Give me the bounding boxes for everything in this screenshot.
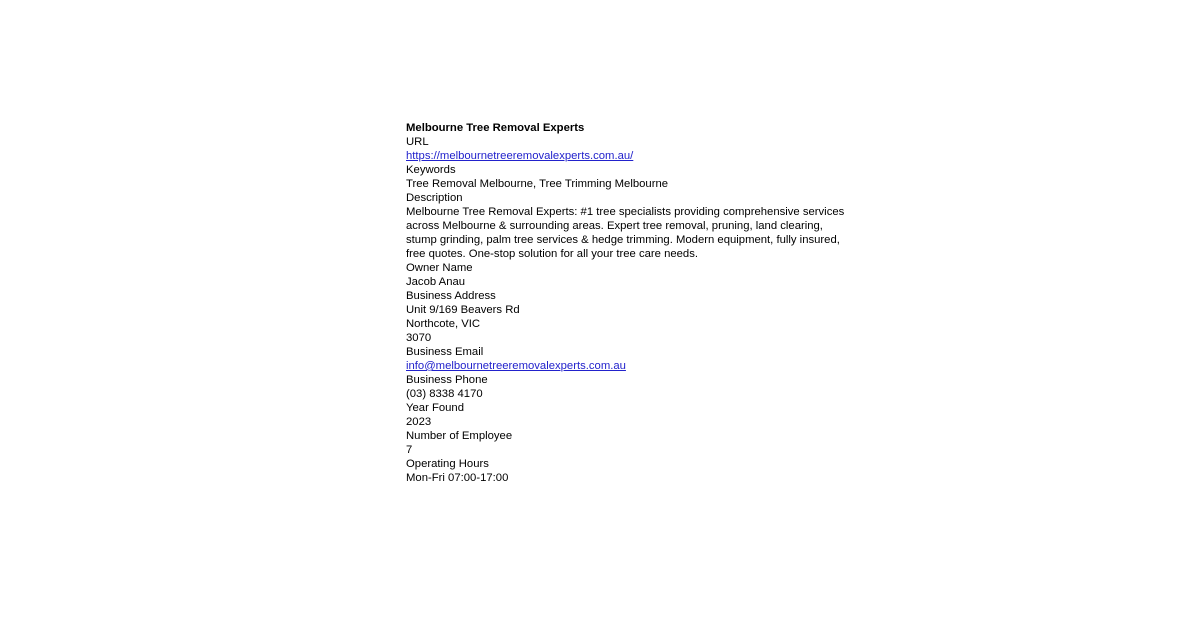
hours-value: Mon-Fri 07:00-17:00 bbox=[406, 472, 509, 484]
hours-label: Operating Hours bbox=[406, 458, 489, 470]
address-line-1: Unit 9/169 Beavers Rd bbox=[406, 304, 520, 316]
url-label: URL bbox=[406, 136, 429, 148]
owner-label: Owner Name bbox=[406, 262, 473, 274]
business-listing bbox=[406, 121, 856, 485]
address-line-3: 3070 bbox=[406, 332, 432, 344]
employees-label: Number of Employee bbox=[406, 430, 513, 442]
email-link[interactable]: info@melbournetreeremovalexperts.com.au bbox=[406, 360, 626, 372]
email-label: Business Email bbox=[406, 346, 484, 358]
employees-value: 7 bbox=[406, 444, 413, 456]
description-value: Melbourne Tree Removal Experts: #1 tree specialists providing comprehensive services across Melbourne & surrounding areas. Expert tree removal, pruning, land clearing, stump grinding, palm tree services & hedge trimming. Modern equipment, fully insured, free quotes. One-stop solution for all your tree care needs. bbox=[406, 206, 845, 260]
owner-value: Jacob Anau bbox=[406, 276, 466, 288]
website-link[interactable]: https://melbournetreeremovalexperts.com.au/ bbox=[406, 150, 634, 162]
year-label: Year Found bbox=[406, 402, 464, 414]
phone-label: Business Phone bbox=[406, 374, 488, 386]
business-title: Melbourne Tree Removal Experts bbox=[406, 122, 585, 134]
year-value: 2023 bbox=[406, 416, 432, 428]
phone-value: (03) 8338 4170 bbox=[406, 388, 483, 400]
description-label: Description bbox=[406, 192, 463, 204]
keywords-label: Keywords bbox=[406, 164, 456, 176]
keywords-value: Tree Removal Melbourne, Tree Trimming Melbourne bbox=[406, 178, 669, 190]
address-label: Business Address bbox=[406, 290, 496, 302]
address-line-2: Northcote, VIC bbox=[406, 318, 481, 330]
